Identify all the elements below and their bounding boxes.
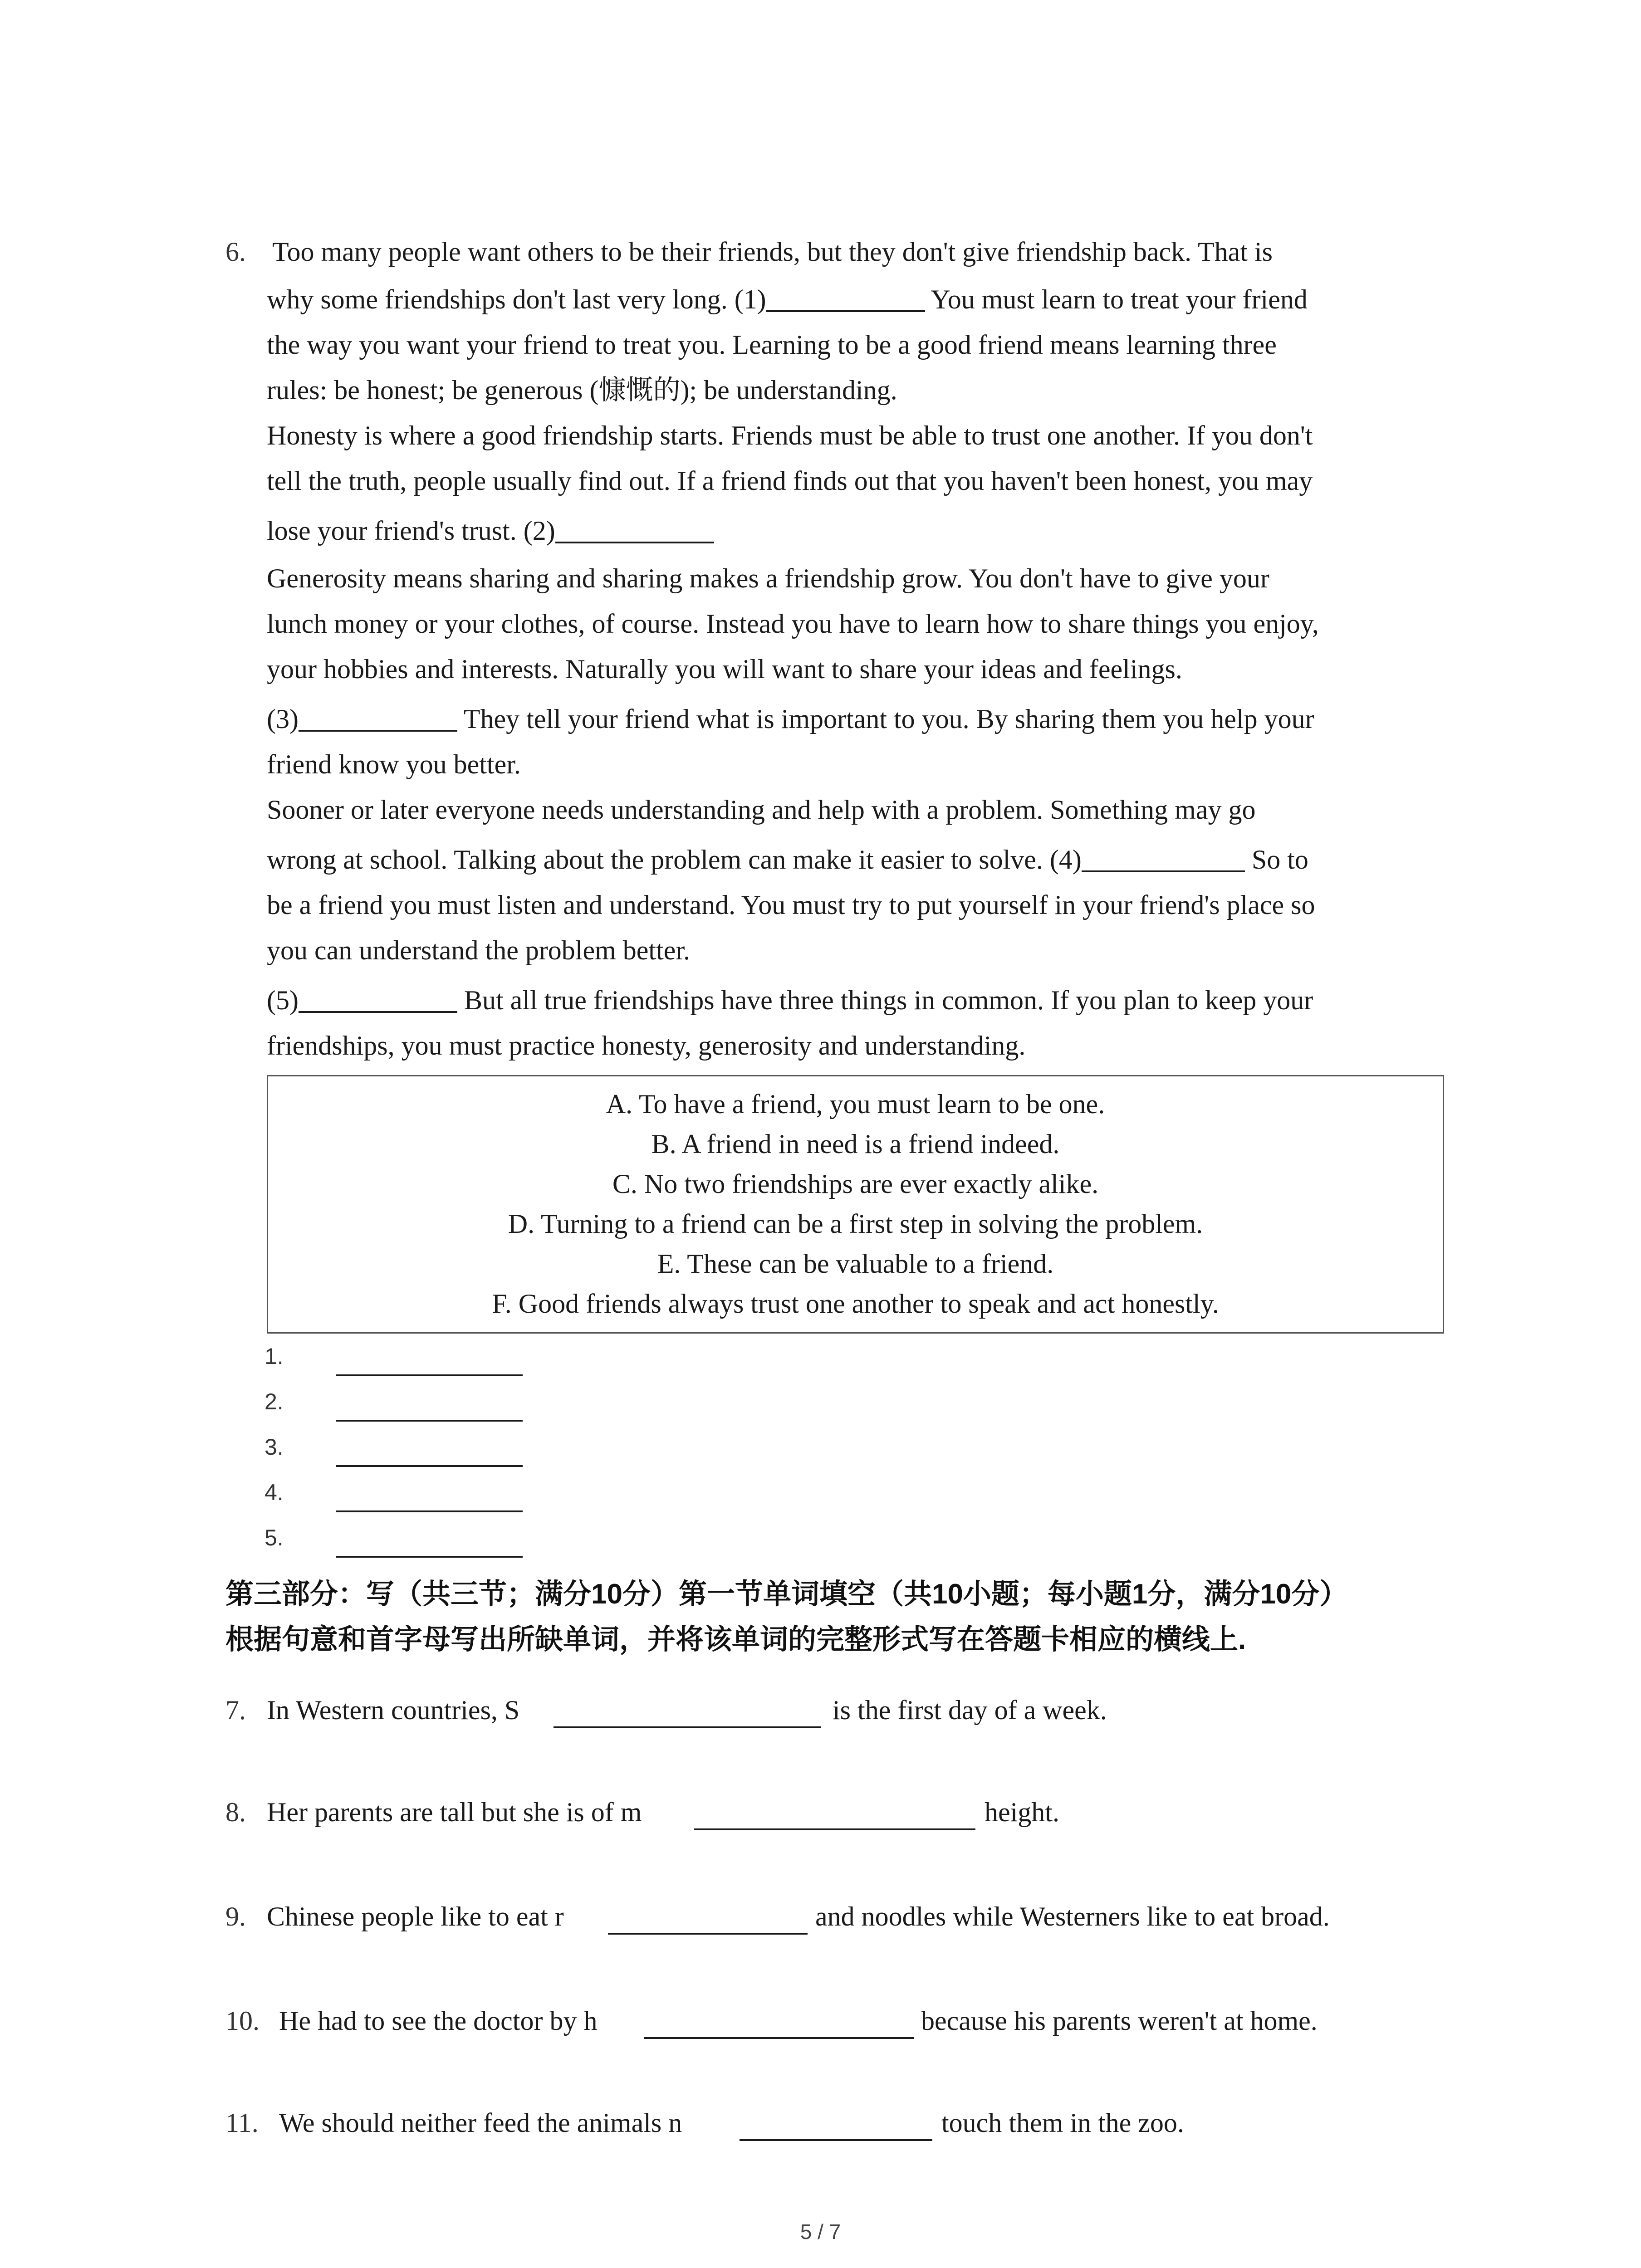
passage-line-17-text-a: (5) <box>267 985 299 1015</box>
option-b: B. A friend in need is a friend indeed. <box>651 1129 1060 1159</box>
blank-2[interactable] <box>555 513 714 543</box>
passage-line-3: the way you want your friend to treat you. Learning to be a good friend means learning three <box>267 330 1277 360</box>
option-d: D. Turning to a friend can be a first step in solving the problem. <box>508 1209 1203 1239</box>
answer-line-1[interactable] <box>336 1374 523 1376</box>
answer-line-2[interactable] <box>336 1420 523 1422</box>
question-7-text-before: In Western countries, S <box>267 1695 520 1725</box>
question-9-blank[interactable] <box>608 1933 808 1935</box>
answer-number-3: 3. <box>265 1434 284 1460</box>
blank-4[interactable] <box>1082 841 1245 872</box>
question-8-text-before: Her parents are tall but she is of m <box>267 1797 642 1827</box>
section-3-heading: 第三部分：写（共三节；满分10分）第一节单词填空（共10小题；每小题1分，满分10分） <box>225 1579 1348 1610</box>
answer-line-5[interactable] <box>336 1556 523 1558</box>
answer-number-1: 1. <box>265 1344 284 1369</box>
passage-line-9: lunch money or your clothes, of course. Instead you have to learn how to share things you enjoy, <box>267 609 1319 639</box>
passage-line-8: Generosity means sharing and sharing makes a friendship grow. You don't have to give your <box>267 563 1269 593</box>
question-10-blank[interactable] <box>644 2037 914 2039</box>
question-10-text-before: He had to see the doctor by h <box>279 2006 598 2036</box>
question-10-number: 10. <box>225 2006 260 2036</box>
question-9-text-before: Chinese people like to eat r <box>267 1901 564 1931</box>
passage-line-7 <box>267 508 714 553</box>
passage-line-12: friend know you better. <box>267 749 521 779</box>
question-8-text-after: height. <box>985 1797 1059 1827</box>
question-9-number: 9. <box>225 1901 246 1931</box>
page-number: 5 / 7 <box>800 2220 841 2244</box>
passage-line-10: your hobbies and interests. Naturally you will want to share your ideas and feelings. <box>267 654 1182 684</box>
question-11-text-before: We should neither feed the animals n <box>279 2108 682 2138</box>
passage-line-2-text-a: why some friendships don't last very long. (1) <box>267 284 766 314</box>
passage-line-11-text-a: (3) <box>267 704 299 734</box>
section-3-instruction: 根据句意和首字母写出所缺单词，并将该单词的完整形式写在答题卡相应的横线上. <box>225 1624 1246 1655</box>
passage-line-14-text-b: So to <box>1244 845 1308 875</box>
passage-line-14 <box>267 837 1308 882</box>
answer-line-3[interactable] <box>336 1465 523 1467</box>
passage-line-7-text: lose your friend's trust. (2) <box>267 516 555 546</box>
question-10-text-after: because his parents weren't at home. <box>921 2006 1318 2036</box>
option-a: A. To have a friend, you must learn to be one. <box>606 1089 1105 1119</box>
passage-line-17 <box>267 978 1313 1023</box>
passage-line-1: Too many people want others to be their friends, but they don't give friendship back. That is <box>272 237 1273 267</box>
option-e: E. These can be valuable to a friend. <box>657 1249 1054 1279</box>
answer-line-4[interactable] <box>336 1510 523 1512</box>
blank-5[interactable] <box>299 982 457 1013</box>
question-7-text-after: is the first day of a week. <box>833 1695 1107 1725</box>
passage-line-14-text-a: wrong at school. Talking about the problem can make it easier to solve. (4) <box>267 845 1082 875</box>
question-6-number: 6. <box>225 237 246 267</box>
answer-number-5: 5. <box>265 1525 284 1550</box>
question-9-text-after: and noodles while Westerners like to eat broad. <box>815 1901 1330 1931</box>
question-11-text-after: touch them in the zoo. <box>941 2108 1184 2138</box>
passage-line-16: you can understand the problem better. <box>267 935 691 965</box>
passage-line-11-text-b: They tell your friend what is important to you. By sharing them you help your <box>457 704 1314 734</box>
option-f: F. Good friends always trust one another to speak and act honestly. <box>492 1289 1219 1319</box>
passage-line-2 <box>267 277 1308 322</box>
question-7-blank[interactable] <box>554 1726 821 1728</box>
passage-line-17-text-b: But all true friendships have three things in common. If you plan to keep your <box>457 985 1313 1015</box>
passage-line-11 <box>267 696 1314 742</box>
question-11-blank[interactable] <box>740 2139 932 2141</box>
passage-line-15: be a friend you must listen and understand. You must try to put yourself in your friend's place so <box>267 890 1315 920</box>
question-8-number: 8. <box>225 1797 246 1827</box>
passage-line-4: rules: be honest; be generous (慷慨的); be understanding. <box>267 375 897 405</box>
blank-1[interactable] <box>766 281 925 312</box>
question-7-number: 7. <box>225 1695 246 1725</box>
options-box <box>267 1075 1444 1334</box>
question-11-number: 11. <box>225 2108 259 2138</box>
passage-line-18: friendships, you must practice honesty, generosity and understanding. <box>267 1031 1026 1061</box>
passage-line-5: Honesty is where a good friendship starts. Friends must be able to trust one another. If you don't <box>267 420 1313 450</box>
blank-3[interactable] <box>299 701 457 732</box>
passage-line-13: Sooner or later everyone needs understanding and help with a problem. Something may go <box>267 795 1256 825</box>
passage-line-2-text-b: You must learn to treat your friend <box>925 284 1308 314</box>
question-8-blank[interactable] <box>694 1828 975 1830</box>
answer-number-2: 2. <box>265 1389 284 1414</box>
passage-line-6: tell the truth, people usually find out. If a friend finds out that you haven't been honest, you may <box>267 466 1313 496</box>
answer-number-4: 4. <box>265 1480 284 1505</box>
option-c: C. No two friendships are ever exactly alike. <box>612 1169 1099 1199</box>
